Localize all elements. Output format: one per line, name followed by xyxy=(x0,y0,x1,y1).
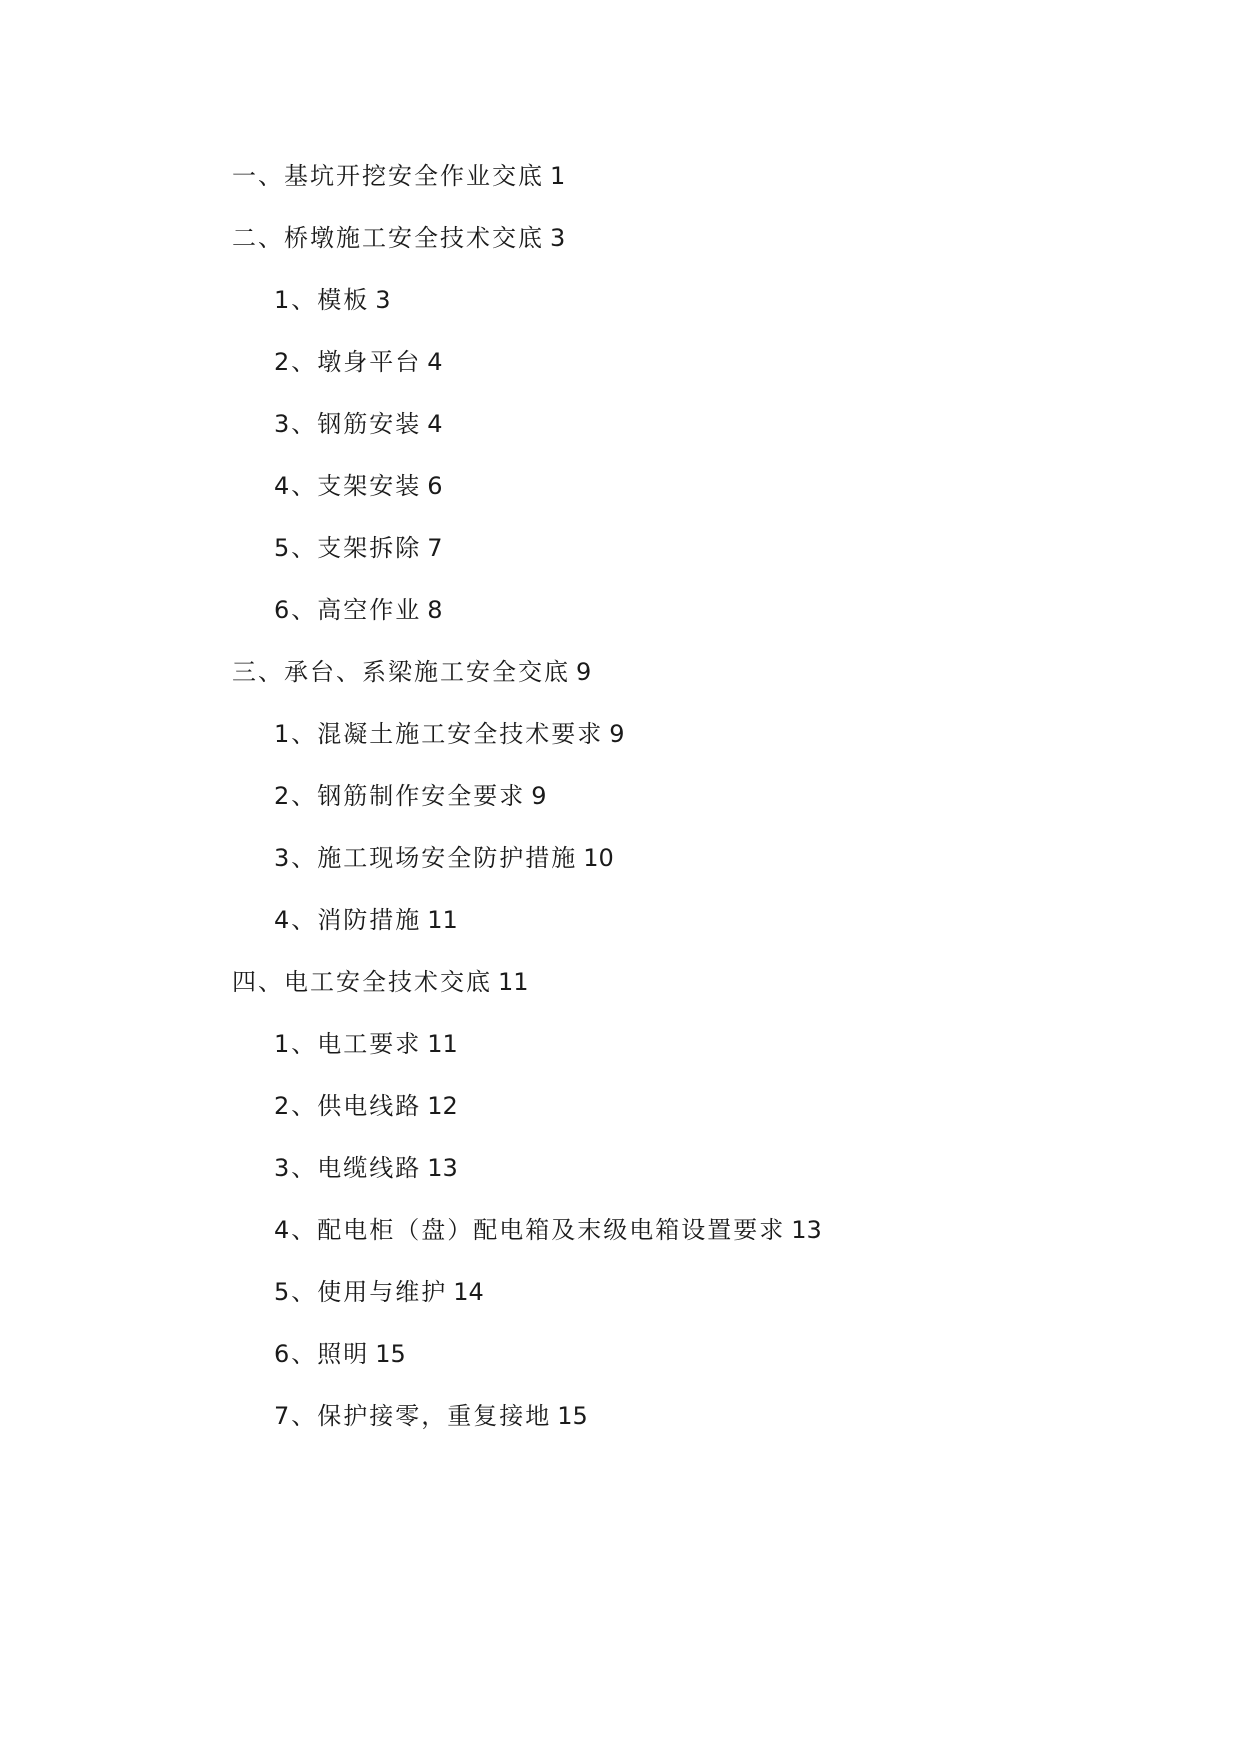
toc-entry-page: 7 xyxy=(427,534,443,562)
toc-entry-title: 四、电工安全技术交底 xyxy=(232,968,492,996)
toc-entry-page: 3 xyxy=(375,286,391,314)
toc-entry-title: 6、照明 xyxy=(274,1340,370,1368)
toc-entry-title: 二、桥墩施工安全技术交底 xyxy=(232,224,544,252)
toc-entry-page: 9 xyxy=(609,720,625,748)
toc-entry-page: 14 xyxy=(453,1278,484,1306)
toc-entry[interactable] xyxy=(274,1210,822,1250)
toc-entry[interactable] xyxy=(274,1272,484,1312)
toc-entry-title: 2、供电线路 xyxy=(274,1092,422,1120)
toc-entry-page: 12 xyxy=(427,1092,458,1120)
toc-entry-title: 一、基坑开挖安全作业交底 xyxy=(232,162,544,190)
toc-entry-title: 3、电缆线路 xyxy=(274,1154,422,1182)
toc-entry[interactable] xyxy=(274,342,443,382)
toc-entry-page: 3 xyxy=(550,224,566,252)
toc-entry-page: 13 xyxy=(791,1216,822,1244)
toc-entry-title: 4、消防措施 xyxy=(274,906,422,934)
toc-entry[interactable] xyxy=(232,652,591,692)
toc-entry-page: 4 xyxy=(427,410,443,438)
toc-entry-page: 11 xyxy=(427,906,458,934)
toc-entry-title: 5、使用与维护 xyxy=(274,1278,448,1306)
toc-entry-title: 1、混凝土施工安全技术要求 xyxy=(274,720,604,748)
toc-entry-title: 5、支架拆除 xyxy=(274,534,422,562)
toc-entry-title: 3、施工现场安全防护措施 xyxy=(274,844,578,872)
toc-entry[interactable] xyxy=(274,1024,458,1064)
toc-entry-title: 1、模板 xyxy=(274,286,370,314)
toc-entry[interactable] xyxy=(232,156,565,196)
toc-entry-page: 10 xyxy=(583,844,614,872)
toc-entry[interactable] xyxy=(274,528,443,568)
toc-entry-page: 15 xyxy=(375,1340,406,1368)
toc-entry-title: 2、钢筋制作安全要求 xyxy=(274,782,526,810)
toc-entry-page: 9 xyxy=(576,658,592,686)
toc-entry-title: 4、配电柜（盘）配电箱及末级电箱设置要求 xyxy=(274,1216,786,1244)
toc-entry[interactable] xyxy=(274,900,458,940)
toc-entry[interactable] xyxy=(232,218,565,258)
toc-entry[interactable] xyxy=(232,962,529,1002)
toc-entry-title: 1、电工要求 xyxy=(274,1030,422,1058)
toc-entry-page: 11 xyxy=(498,968,529,996)
toc-entry-title: 2、墩身平台 xyxy=(274,348,422,376)
toc-entry-title: 7、保护接零，重复接地 xyxy=(274,1402,552,1430)
toc-entry-page: 15 xyxy=(557,1402,588,1430)
toc-entry[interactable] xyxy=(274,466,443,506)
toc-entry-page: 9 xyxy=(531,782,547,810)
toc-entry[interactable] xyxy=(274,590,443,630)
toc-entry[interactable] xyxy=(274,280,391,320)
toc-entry-page: 4 xyxy=(427,348,443,376)
toc-entry[interactable] xyxy=(274,776,547,816)
toc-entry-page: 11 xyxy=(427,1030,458,1058)
toc-entry[interactable] xyxy=(274,1086,458,1126)
toc-entry-title: 4、支架安装 xyxy=(274,472,422,500)
toc-entry-page: 13 xyxy=(427,1154,458,1182)
toc-entry-title: 3、钢筋安装 xyxy=(274,410,422,438)
toc-entry[interactable] xyxy=(274,1396,588,1436)
toc-entry-page: 8 xyxy=(427,596,443,624)
toc-entry-page: 1 xyxy=(550,162,566,190)
toc-entry[interactable] xyxy=(274,714,625,754)
toc-entry[interactable] xyxy=(274,1334,406,1374)
toc-entry-page: 6 xyxy=(427,472,443,500)
toc-entry-title: 6、高空作业 xyxy=(274,596,422,624)
toc-entry[interactable] xyxy=(274,404,443,444)
toc-entry-title: 三、承台、系梁施工安全交底 xyxy=(232,658,570,686)
toc-entry[interactable] xyxy=(274,1148,458,1188)
toc-entry[interactable] xyxy=(274,838,614,878)
